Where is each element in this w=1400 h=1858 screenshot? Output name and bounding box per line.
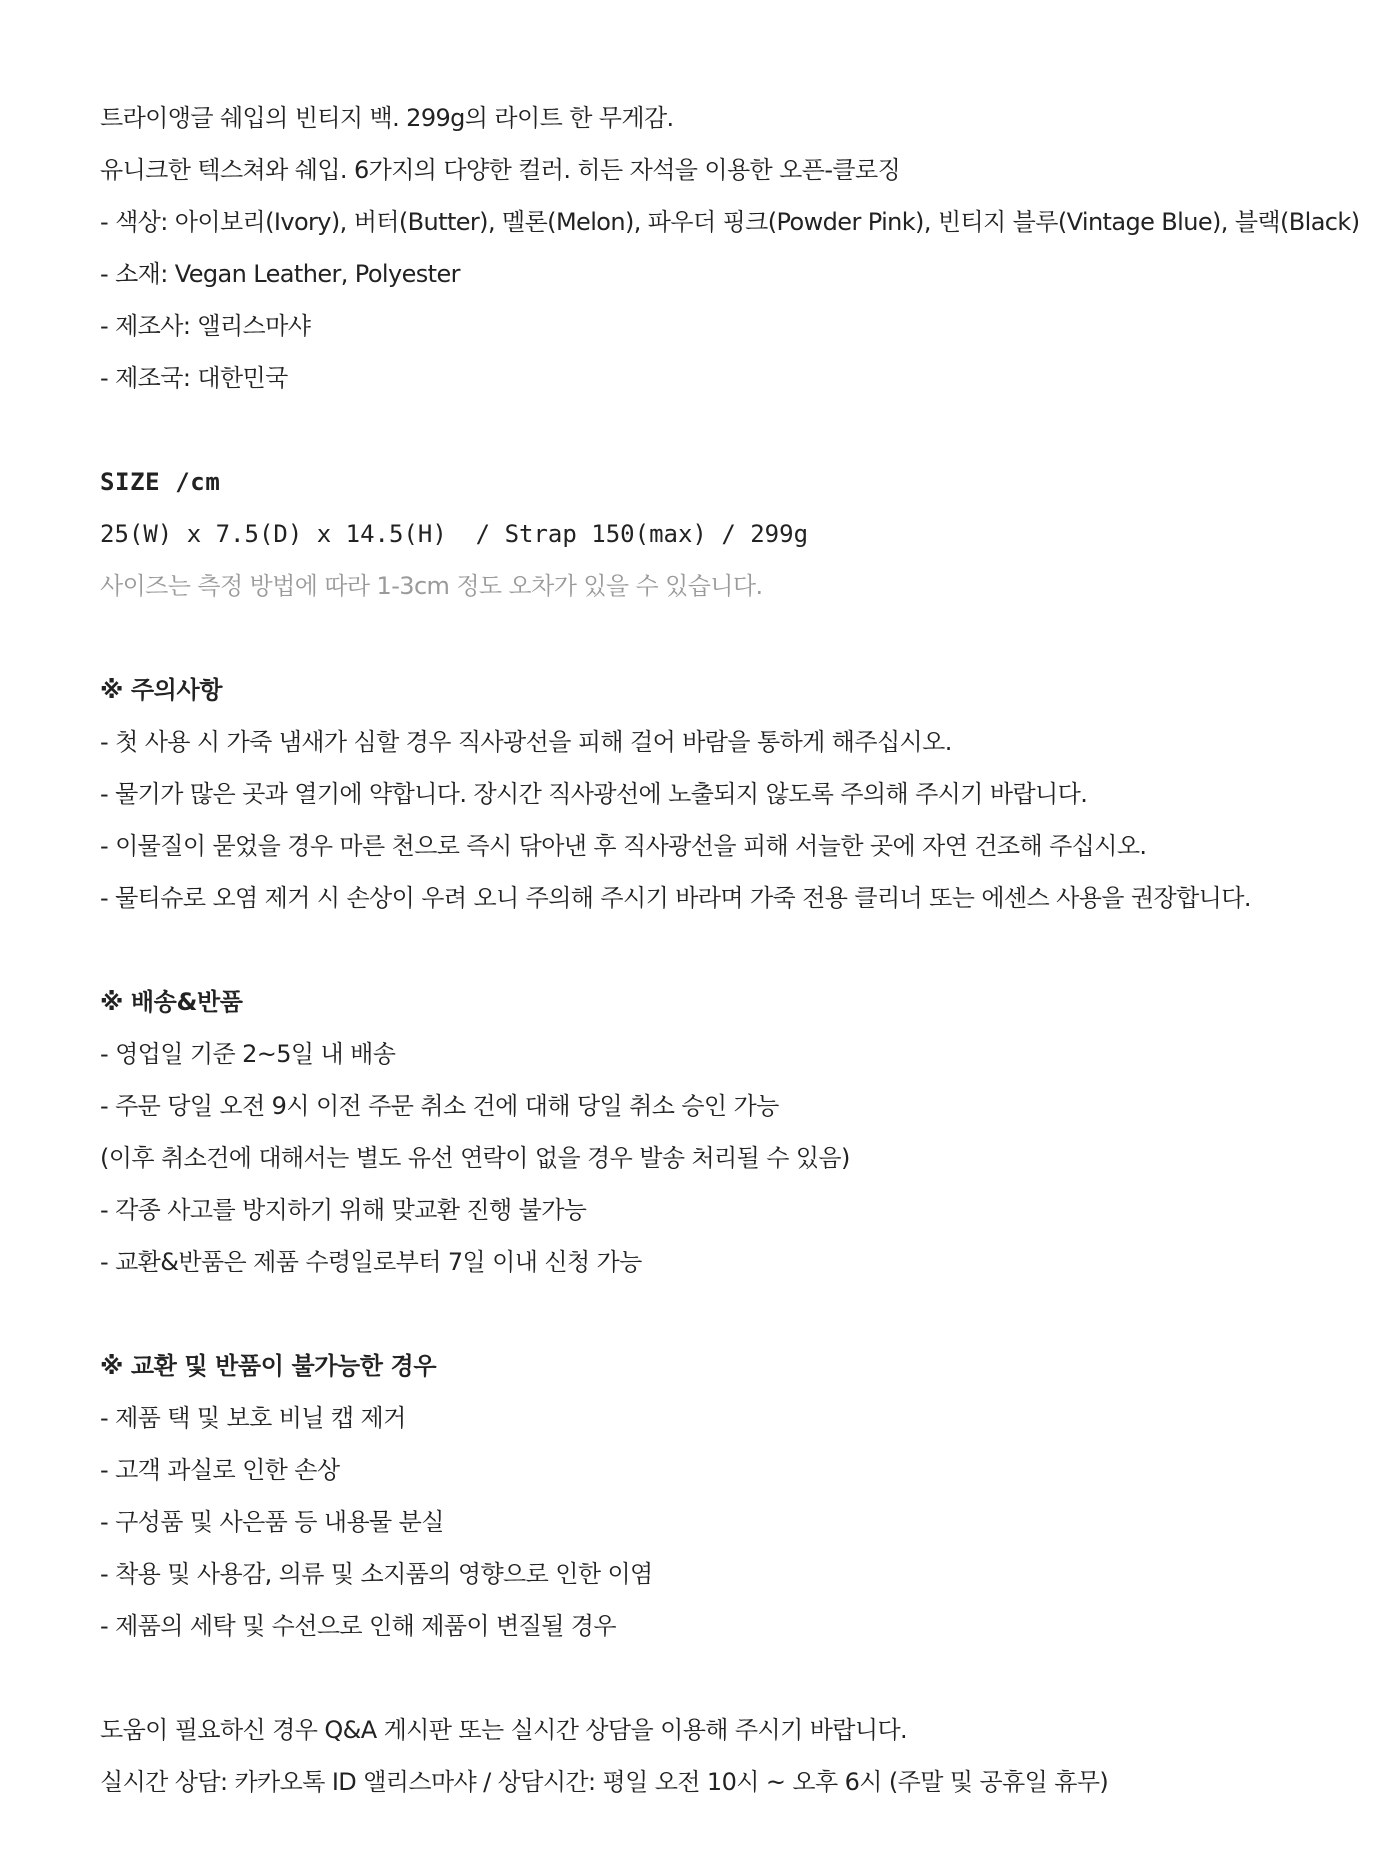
no-return-item: - 제품의 세탁 및 수선으로 인해 제품이 변질될 경우 <box>100 1612 616 1640</box>
no-return-item: - 착용 및 사용감, 의류 및 소지품의 영향으로 인한 이염 <box>100 1560 653 1588</box>
contact-line-2: 실시간 상담: 카카오톡 ID 앨리스마샤 / 상담시간: 평일 오전 10시 ~ 오후 6시 (주말 및 공휴일 휴무) <box>100 1768 1109 1796</box>
no-return-title: ※ 교환 및 반품이 불가능한 경우 <box>100 1352 437 1380</box>
contact-line-1: 도움이 필요하신 경우 Q&A 게시판 또는 실시간 상담을 이용해 주시기 바랍니다. <box>100 1716 908 1744</box>
product-detail-text <box>100 92 1390 1808</box>
spacer <box>100 1652 1390 1704</box>
intro-line-1: 트라이앵글 쉐입의 빈티지 백. 299g의 라이트 한 무게감. <box>100 104 674 132</box>
caution-title: ※ 주의사항 <box>100 676 223 704</box>
shipping-item: - 각종 사고를 방지하기 위해 맞교환 진행 불가능 <box>100 1196 587 1224</box>
no-return-item: - 고객 과실로 인한 손상 <box>100 1456 340 1484</box>
shipping-item: - 주문 당일 오전 9시 이전 주문 취소 건에 대해 당일 취소 승인 가능 <box>100 1092 779 1120</box>
spacer <box>100 612 1390 664</box>
shipping-item: (이후 취소건에 대해서는 별도 유선 연락이 없을 경우 발송 처리될 수 있음) <box>100 1144 850 1172</box>
spacer <box>100 404 1390 456</box>
no-return-item: - 구성품 및 사은품 등 내용물 분실 <box>100 1508 444 1536</box>
size-note: 사이즈는 측정 방법에 따라 1-3cm 정도 오차가 있을 수 있습니다. <box>100 572 763 600</box>
caution-item: - 물티슈로 오염 제거 시 손상이 우려 오니 주의해 주시기 바라며 가죽 전용 클리너 또는 에센스 사용을 권장합니다. <box>100 884 1251 912</box>
no-return-item: - 제품 택 및 보호 비닐 캡 제거 <box>100 1404 406 1432</box>
caution-item: - 이물질이 묻었을 경우 마른 천으로 즉시 닦아낸 후 직사광선을 피해 서늘한 곳에 자연 건조해 주십시오. <box>100 832 1147 860</box>
spacer <box>100 1288 1390 1340</box>
shipping-item: - 영업일 기준 2~5일 내 배송 <box>100 1040 396 1068</box>
caution-item: - 첫 사용 시 가죽 냄새가 심할 경우 직사광선을 피해 걸어 바람을 통하게 해주십시오. <box>100 728 952 756</box>
shipping-title: ※ 배송&반품 <box>100 988 243 1016</box>
intro-manufacturer: - 제조사: 앨리스마샤 <box>100 312 311 340</box>
size-dimensions: 25(W) x 7.5(D) x 14.5(H) / Strap 150(max) / 299g <box>100 520 809 548</box>
intro-material: - 소재: Vegan Leather, Polyester <box>100 260 460 288</box>
intro-line-2: 유니크한 텍스쳐와 쉐입. 6가지의 다양한 컬러. 히든 자석을 이용한 오픈-클로징 <box>100 156 901 184</box>
spacer <box>100 924 1390 976</box>
shipping-item: - 교환&반품은 제품 수령일로부터 7일 이내 신청 가능 <box>100 1248 642 1276</box>
size-title: SIZE /cm <box>100 468 221 496</box>
caution-item: - 물기가 많은 곳과 열기에 약합니다. 장시간 직사광선에 노출되지 않도록 주의해 주시기 바랍니다. <box>100 780 1088 808</box>
intro-colors: - 색상: 아이보리(Ivory), 버터(Butter), 멜론(Melon), 파우더 핑크(Powder Pink), 빈티지 블루(Vintage Blue), 블랙(Black) <box>100 208 1360 236</box>
intro-origin: - 제조국: 대한민국 <box>100 364 288 392</box>
